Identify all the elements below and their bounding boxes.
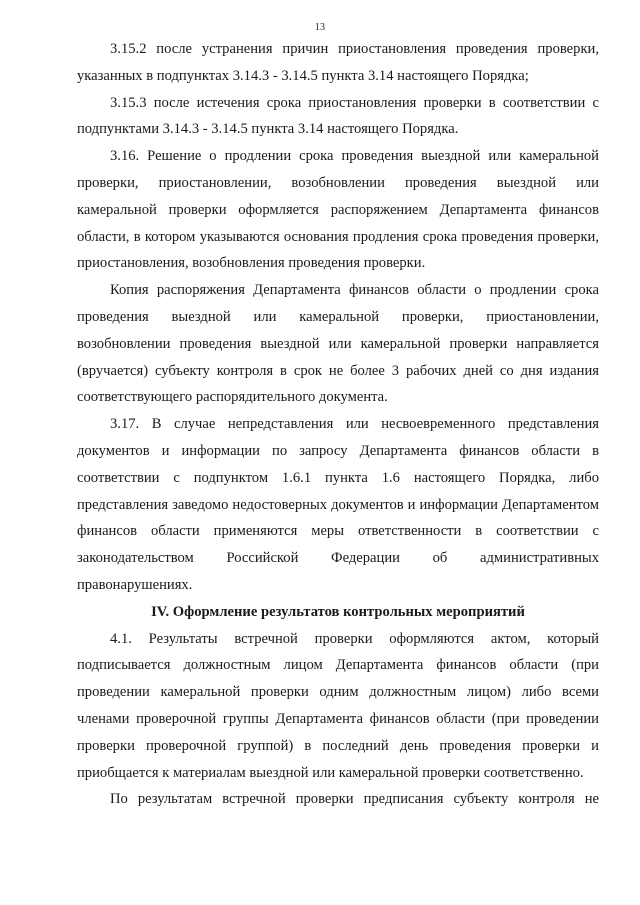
paragraph-3-17: 3.17. В случае непредставления или несвоевременного представления документов и информации по запросу Департамента финансов области в соответствии с подпунктом 1.6.1 пункта 1.6 настоящего Порядка, либо представления заведомо недостоверных документов и информации Департаментом финансов области применяются меры ответственности в соответствии с законодательством Российской Федерации об административных правонарушениях. <box>77 416 599 593</box>
paragraph-results: По результатам встречной проверки предписания субъекту контроля не <box>110 791 599 808</box>
document-body <box>77 36 599 813</box>
paragraph-3-15-3: 3.15.3 после истечения срока приостановления проверки в соответствии с подпунктами 3.14.3 - 3.14.5 пункта 3.14 настоящего Порядка. <box>77 94 599 138</box>
paragraph-3-15-2: 3.15.2 после устранения причин приостановления проведения проверки, указанных в подпунктах 3.14.3 - 3.14.5 пункта 3.14 настоящего Порядка; <box>77 41 599 84</box>
paragraph-3-16: 3.16. Решение о продлении срока проведения выездной или камеральной проверки, приостановлении, возобновлении проведения выездной или камеральной проверки оформляется распоряжением Департамента финансов области, в котором указываются основания продления срока проведения проверки, приостановления, возобновления проведения проверки. <box>77 148 599 272</box>
section-heading: IV. Оформление результатов контрольных мероприятий <box>151 603 525 620</box>
paragraph-4-1: 4.1. Результаты встречной проверки оформляются актом, который подписывается должностным лицом Департамента финансов области (при проведении камеральной проверки одним должностным лицом) либо всеми членами проверочной группы Департамента финансов области (при проведении проверки проверочной группой) в последний день проведения проверки и приобщается к материалам выездной или камеральной проверки соответственно. <box>77 630 599 781</box>
paragraph-copy-order: Копия распоряжения Департамента финансов области о продлении срока проведения выездной или камеральной проверки, приостановлении, возобновлении проведения выездной или камеральной проверки направляется (вручается) субъекту контроля в срок не более 3 рабочих дней со дня издания соответствующего распорядительного документа. <box>77 282 599 406</box>
page-number: 13 <box>314 22 326 33</box>
